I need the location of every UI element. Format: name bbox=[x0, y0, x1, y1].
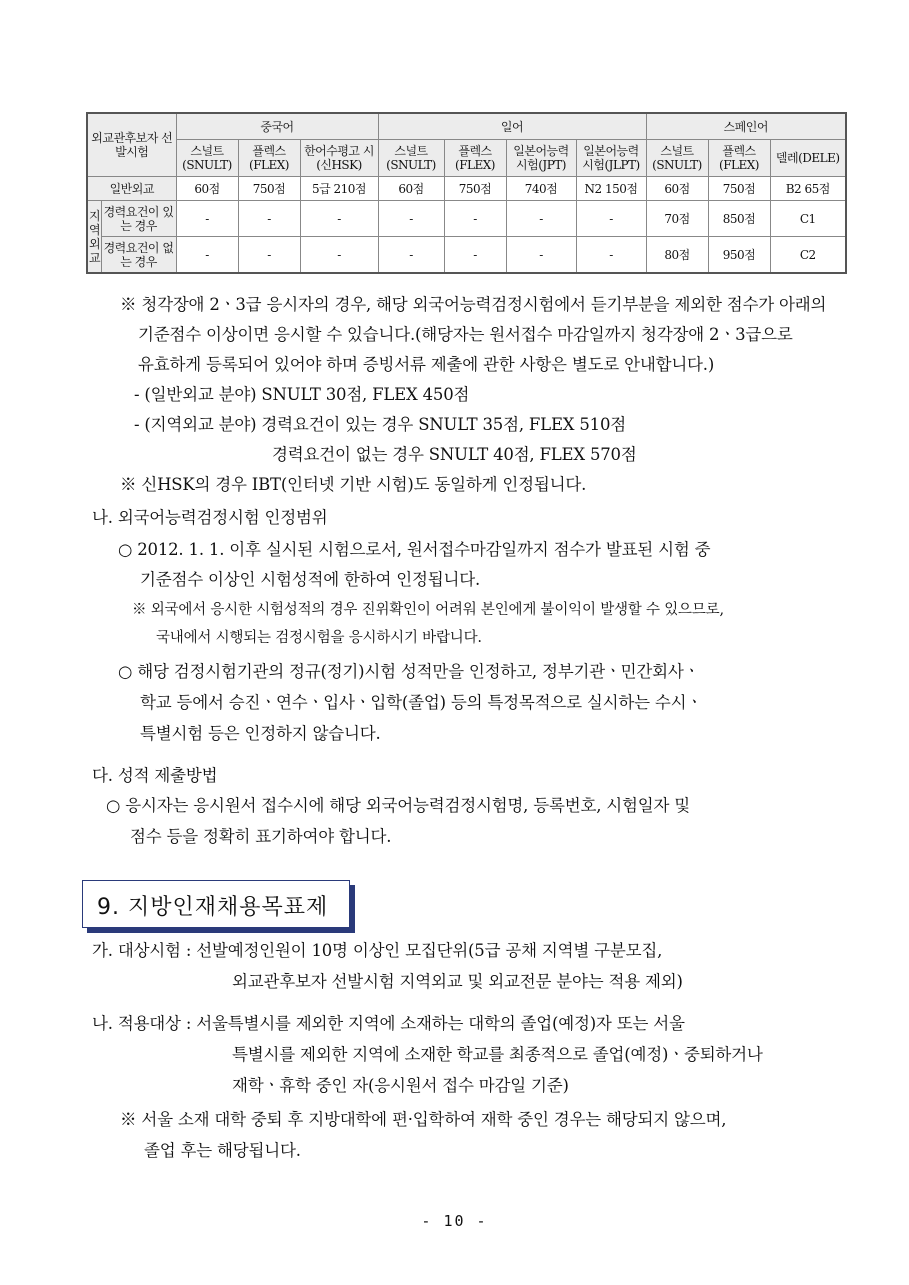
table-cell: 740점 bbox=[506, 177, 576, 201]
table-cell: 5급 210점 bbox=[300, 177, 378, 201]
test-header: 스널트 (SNULT) bbox=[646, 140, 708, 177]
table-cell: - bbox=[378, 201, 444, 237]
table-cell: - bbox=[506, 201, 576, 237]
table-cell: - bbox=[176, 201, 238, 237]
seoul-note-line2: 졸업 후는 해당됩니다. bbox=[144, 1141, 301, 1160]
table-cell: - bbox=[300, 237, 378, 274]
eligibility-line3: 재학ㆍ휴학 중인 자(응시원서 접수 마감일 기준) bbox=[232, 1076, 569, 1095]
table-cell: - bbox=[576, 201, 646, 237]
test-header: 델레(DELE) bbox=[770, 140, 846, 177]
table-cell: 750점 bbox=[708, 177, 770, 201]
table-cell: - bbox=[444, 201, 506, 237]
eligibility-line1: 나. 적용대상 : 서울특별시를 제외한 지역에 소재하는 대학의 졸업(예정)자 또는 서울 bbox=[92, 1014, 685, 1033]
table-cell: 950점 bbox=[708, 237, 770, 274]
table-row bbox=[87, 201, 846, 237]
note-hearing-general: - (일반외교 분야) SNULT 30점, FLEX 450점 bbox=[134, 385, 470, 404]
group-chinese: 중국어 bbox=[176, 113, 378, 140]
section-title-submission: 다. 성적 제출방법 bbox=[92, 766, 218, 785]
section9-heading: 9. 지방인재채용목표제 bbox=[97, 895, 329, 920]
table-cell: C2 bbox=[770, 237, 846, 274]
test-header: 플렉스 (FLEX) bbox=[708, 140, 770, 177]
regional-label: 지역외교 bbox=[87, 201, 101, 274]
table-cell: - bbox=[300, 201, 378, 237]
page-number: - 10 - bbox=[421, 1212, 488, 1230]
recognition-bullet1-line1: ○ 2012. 1. 1. 이후 실시된 시험으로서, 원서접수마감일까지 점수가 발표된 시험 중 bbox=[118, 540, 711, 559]
row-label: 경력요건이 있는 경우 bbox=[101, 201, 176, 237]
test-header: 일본어능력 시험(JLPT) bbox=[576, 140, 646, 177]
table-cell: - bbox=[444, 237, 506, 274]
test-header: 스널트 (SNULT) bbox=[176, 140, 238, 177]
recognition-note-line1: ※ 외국에서 응시한 시험성적의 경우 진위확인이 어려워 본인에게 불이익이 발생할 수 있으므로, bbox=[132, 602, 724, 618]
table-cell: - bbox=[238, 201, 300, 237]
note-hsk: ※ 신HSK의 경우 IBT(인터넷 기반 시험)도 동일하게 인정됩니다. bbox=[120, 475, 587, 494]
seoul-note-line1: ※ 서울 소재 대학 중퇴 후 지방대학에 편·입학하여 재학 중인 경우는 해당되지 않으며, bbox=[120, 1110, 727, 1129]
group-japanese: 일어 bbox=[378, 113, 646, 140]
table-corner: 외교관후보자 선발시험 bbox=[87, 113, 176, 177]
table-cell: B2 65점 bbox=[770, 177, 846, 201]
table-cell: - bbox=[176, 237, 238, 274]
table-cell: - bbox=[576, 237, 646, 274]
submission-line2: 점수 등을 정확히 표기하여야 합니다. bbox=[130, 827, 392, 846]
recognition-bullet2-line1: ○ 해당 검정시험기관의 정규(정기)시험 성적만을 인정하고, 정부기관ㆍ민간회사ㆍ bbox=[118, 662, 700, 681]
test-header: 플렉스 (FLEX) bbox=[444, 140, 506, 177]
recognition-note-line2: 국내에서 시행되는 검정시험을 응시하시기 바랍니다. bbox=[156, 630, 482, 646]
note-hearing-line1: ※ 청각장애 2ㆍ3급 응시자의 경우, 해당 외국어능력검정시험에서 듣기부분을 제외한 점수가 아래의 bbox=[120, 295, 827, 314]
note-hearing-regional: - (지역외교 분야) 경력요건이 있는 경우 SNULT 35점, FLEX 510점 bbox=[134, 415, 627, 434]
table-cell: - bbox=[378, 237, 444, 274]
eligibility-line2: 특별시를 제외한 지역에 소재한 학교를 최종적으로 졸업(예정)ㆍ중퇴하거나 bbox=[232, 1045, 763, 1064]
test-header: 플렉스 (FLEX) bbox=[238, 140, 300, 177]
table-cell: 70점 bbox=[646, 201, 708, 237]
table-cell: N2 150점 bbox=[576, 177, 646, 201]
table-cell: 60점 bbox=[176, 177, 238, 201]
table-cell: 750점 bbox=[444, 177, 506, 201]
note-hearing-line3: 유효하게 등록되어 있어야 하며 증빙서류 제출에 관한 사항은 별도로 안내합니다.) bbox=[138, 355, 715, 374]
recognition-bullet2-line2: 학교 등에서 승진ㆍ연수ㆍ입사ㆍ입학(졸업) 등의 특정목적으로 실시하는 수시ㆍ bbox=[140, 693, 703, 712]
submission-line1: ○ 응시자는 응시원서 접수시에 해당 외국어능력검정시험명, 등록번호, 시험일자 및 bbox=[106, 796, 691, 815]
section-title-recognition: 나. 외국어능력검정시험 인정범위 bbox=[92, 508, 328, 527]
target-exam-line2: 외교관후보자 선발시험 지역외교 및 외교전문 분야는 적용 제외) bbox=[232, 972, 683, 991]
table-cell: 60점 bbox=[378, 177, 444, 201]
table-row bbox=[87, 237, 846, 274]
table-cell: - bbox=[238, 237, 300, 274]
table-row bbox=[87, 177, 846, 201]
recognition-bullet2-line3: 특별시험 등은 인정하지 않습니다. bbox=[140, 724, 381, 743]
table-cell: 60점 bbox=[646, 177, 708, 201]
group-spanish: 스페인어 bbox=[646, 113, 846, 140]
test-header: 스널트 (SNULT) bbox=[378, 140, 444, 177]
recognition-bullet1-line2: 기준점수 이상인 시험성적에 한하여 인정됩니다. bbox=[140, 570, 481, 589]
table-cell: 850점 bbox=[708, 201, 770, 237]
table-cell: 80점 bbox=[646, 237, 708, 274]
table-cell: 750점 bbox=[238, 177, 300, 201]
table-cell: - bbox=[506, 237, 576, 274]
test-header: 한어수평고 시(신HSK) bbox=[300, 140, 378, 177]
row-label: 경력요건이 없는 경우 bbox=[101, 237, 176, 274]
score-table bbox=[86, 112, 847, 274]
target-exam-line1: 가. 대상시험 : 선발예정인원이 10명 이상인 모집단위(5급 공채 지역별 구분모집, bbox=[92, 941, 663, 960]
table-cell: C1 bbox=[770, 201, 846, 237]
note-hearing-line2: 기준점수 이상이면 응시할 수 있습니다.(해당자는 원서접수 마감일까지 청각장애 2ㆍ3급으로 bbox=[138, 325, 793, 344]
test-header: 일본어능력 시험(JPT) bbox=[506, 140, 576, 177]
row-label: 일반외교 bbox=[87, 177, 176, 201]
note-hearing-regional-2: 경력요건이 없는 경우 SNULT 40점, FLEX 570점 bbox=[272, 445, 637, 464]
section9-heading-box bbox=[82, 880, 350, 928]
